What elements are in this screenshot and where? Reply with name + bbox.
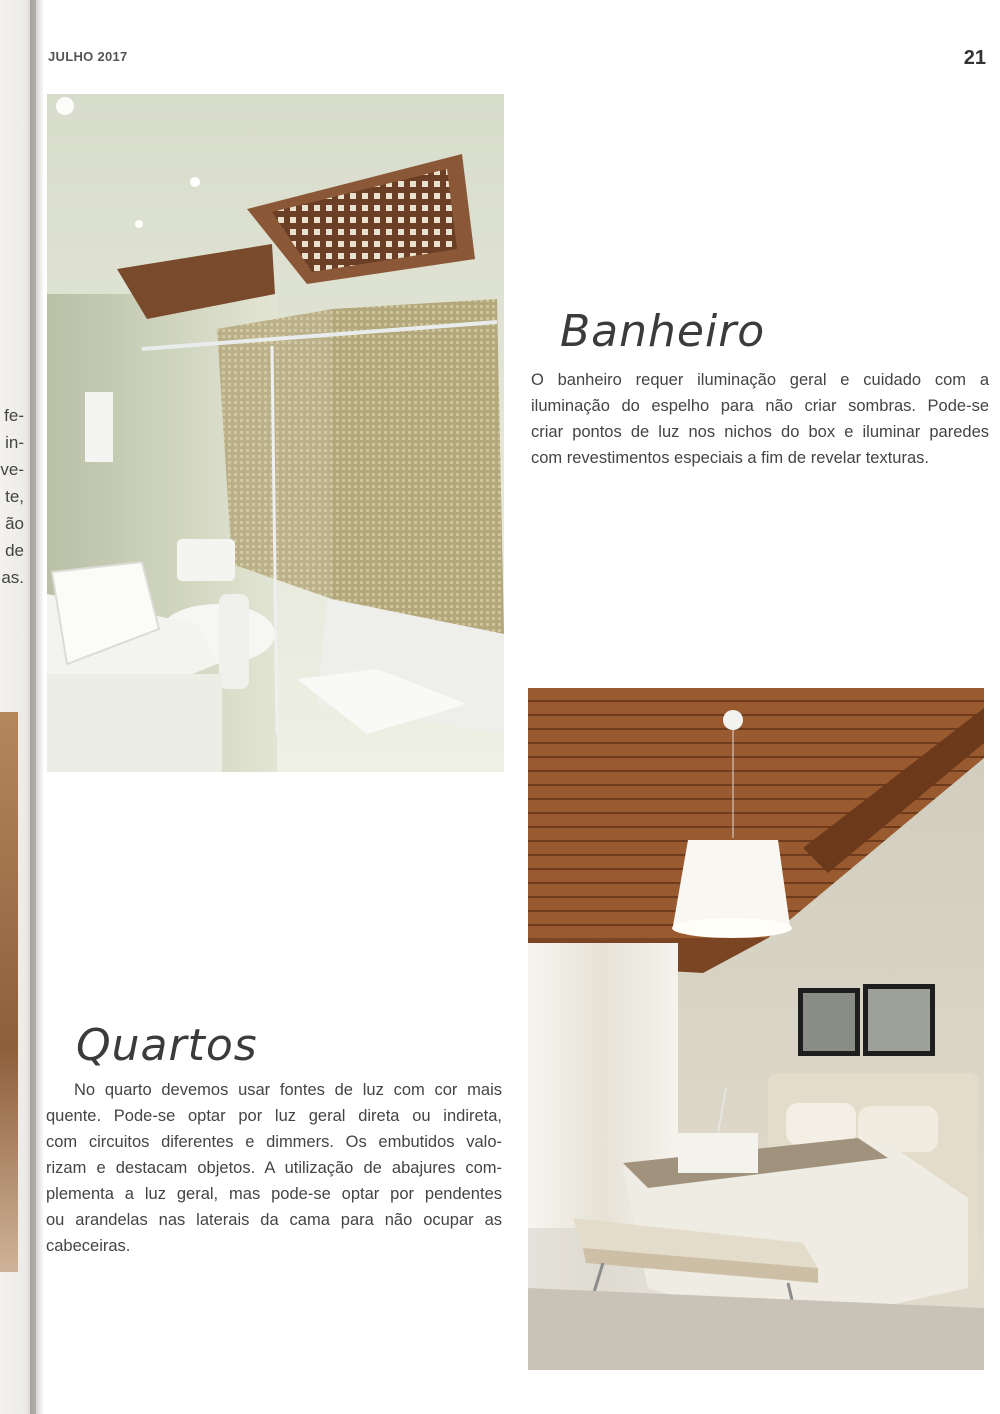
section-title-quartos: Quartos — [76, 1020, 258, 1071]
previous-page-line: ão — [5, 514, 24, 533]
paragraph-line: rizam e destacam objetos. A utilização de abajures com- — [46, 1159, 502, 1177]
bathroom-illustration — [47, 94, 504, 772]
previous-page-line: in- — [5, 433, 24, 452]
paragraph-line: iluminação do espelho para não criar sombras. Pode-se — [531, 397, 989, 415]
page-gutter — [30, 0, 44, 1414]
page-number: 21 — [963, 47, 986, 69]
paragraph-line: quente. Pode-se optar por luz geral direta ou indireta, — [46, 1107, 502, 1125]
paragraph-line: criar pontos de luz nos nichos do box e iluminar paredes — [531, 423, 989, 441]
previous-page-line: fe- — [4, 406, 24, 425]
bathroom-photo — [47, 94, 504, 772]
bedroom-photo — [528, 688, 984, 1370]
paragraph-line: ou arandelas nas laterais da cama para não ocupar as — [46, 1211, 502, 1229]
paragraph-banheiro — [531, 367, 989, 471]
paragraph-line: cabeceiras. — [46, 1237, 131, 1255]
paragraph-line: com revestimentos especiais a fim de revelar texturas. — [531, 449, 929, 467]
issue-date: JULHO 2017 — [48, 49, 128, 64]
paragraph-quartos — [46, 1077, 502, 1259]
previous-page-line: te, — [5, 487, 24, 506]
previous-page-photo — [0, 712, 18, 1272]
previous-page-line: as. — [1, 568, 24, 587]
bedroom-illustration — [528, 688, 984, 1370]
previous-page-text — [0, 402, 24, 591]
paragraph-line: plementa a luz geral, mas pode-se optar por pendentes — [46, 1185, 502, 1203]
previous-page-line: ve- — [0, 460, 24, 479]
previous-page-line: de — [5, 541, 24, 560]
paragraph-line: com circuitos diferentes e dimmers. Os embutidos valo- — [46, 1133, 502, 1151]
paragraph-line: O banheiro requer iluminação geral e cuidado com a — [531, 371, 989, 389]
section-title-banheiro: Banheiro — [560, 306, 766, 357]
paragraph-line: No quarto devemos usar fontes de luz com cor mais — [74, 1081, 502, 1099]
